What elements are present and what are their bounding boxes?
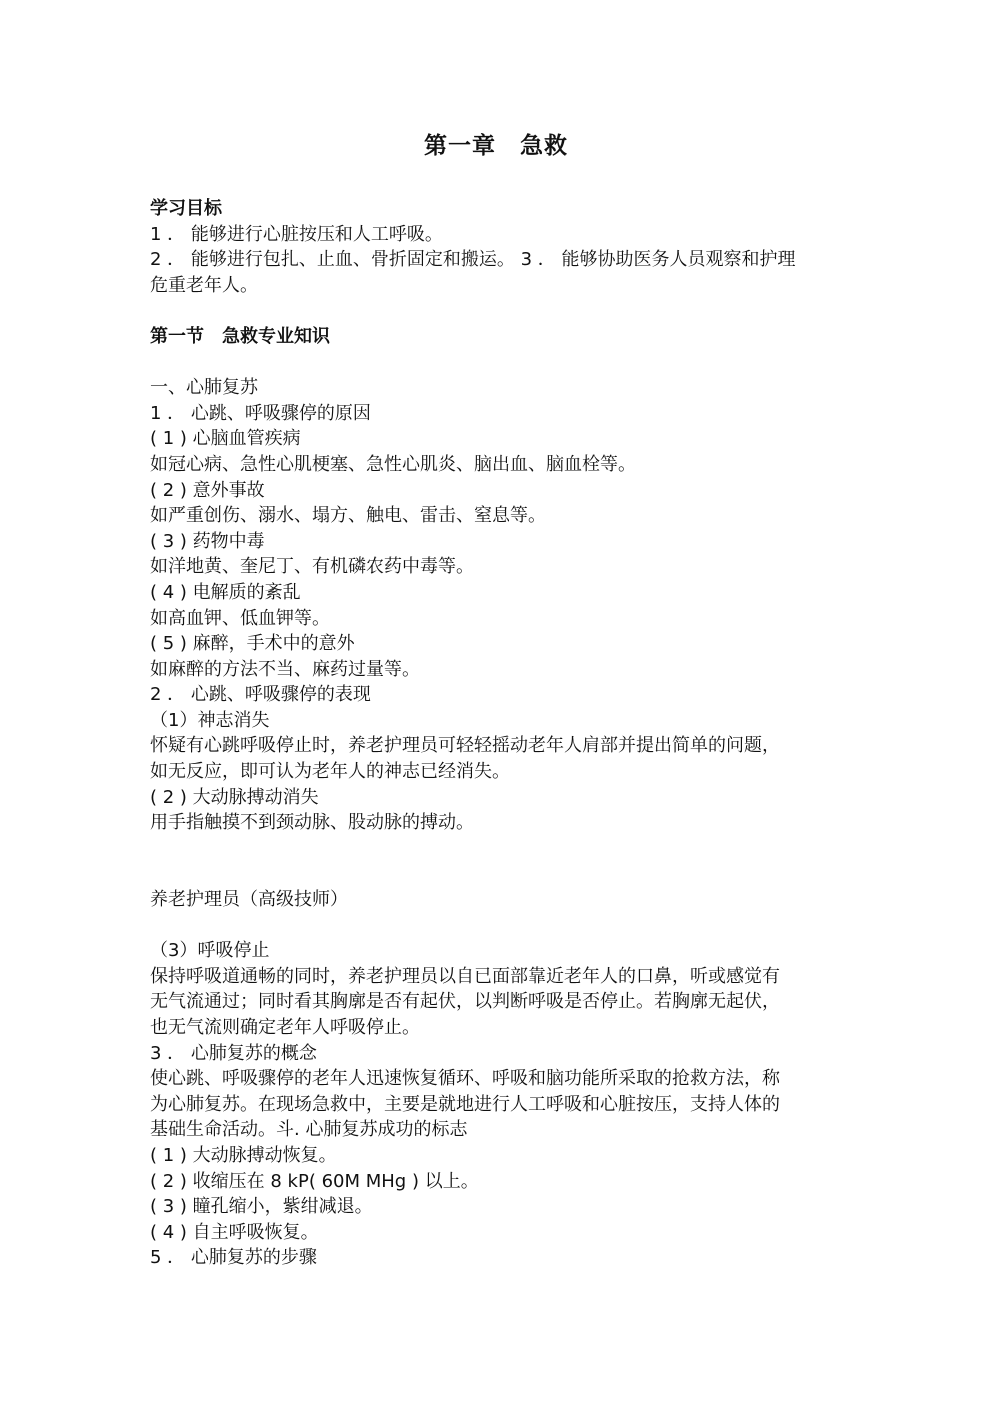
running-header: 养老护理员（高级技师）: [150, 889, 348, 911]
body-text: [150, 196, 850, 1271]
text-line: ( 3 ) 瞳孔缩小，紫绀减退。: [150, 1196, 373, 1218]
text-line: 使心跳、呼吸骤停的老年人迅速恢复循环、呼吸和脑功能所采取的抢救方法，称: [150, 1068, 780, 1090]
text-line: 保持呼吸道通畅的同时，养老护理员以自已面部靠近老年人的口鼻，听或感觉有: [150, 965, 780, 987]
text-line: 基础生命活动。斗. 心肺复苏成功的标志: [150, 1119, 468, 1141]
text-line: 用手指触摸不到颈动脉、股动脉的搏动。: [150, 812, 474, 834]
text-line: ( 5 ) 麻醉，手术中的意外: [150, 633, 355, 655]
text-line: 2 ． 心跳、呼吸骤停的表现: [150, 684, 371, 706]
text-line: ( 2 ) 收缩压在 8 kP( 60M MHg ) 以上。: [150, 1170, 479, 1192]
text-line: （3）呼吸停止: [150, 940, 270, 962]
text-line: 如严重创伤、溺水、塌方、触电、雷击、窒息等。: [150, 505, 546, 527]
section-heading: 第一节 急救专业知识: [150, 325, 330, 347]
text-line: ( 2 ) 大动脉搏动消失: [150, 786, 319, 808]
text-line: 1 ． 心跳、呼吸骤停的原因: [150, 402, 371, 424]
text-line: ( 4 ) 自主呼吸恢复。: [150, 1221, 319, 1243]
text-line: 无气流通过；同时看其胸廓是否有起伏，以判断呼吸是否停止。若胸廓无起伏，: [150, 991, 780, 1013]
goal-line: 危重老年人。: [150, 274, 258, 296]
text-line: ( 2 ) 意外事故: [150, 479, 265, 501]
text-line: 5 ． 心肺复苏的步骤: [150, 1247, 317, 1269]
text-line: 如麻醉的方法不当、麻药过量等。: [150, 658, 420, 680]
text-line: 如无反应，即可认为老年人的神志已经消失。: [150, 761, 510, 783]
chapter-title: 第一章 急救: [424, 133, 568, 159]
text-line: 也无气流则确定老年人呼吸停止。: [150, 1017, 420, 1038]
learning-goals-heading: 学习目标: [150, 198, 222, 219]
text-line: 一、心肺复苏: [150, 377, 258, 399]
text-line: 3 ． 心肺复苏的概念: [150, 1042, 317, 1064]
text-line: 为心肺复苏。在现场急救中，主要是就地进行人工呼吸和心脏按压，支持人体的: [150, 1093, 780, 1115]
text-line: 如洋地黄、奎尼丁、有机磷农药中毒等。: [150, 556, 474, 578]
text-line: ( 1 ) 大动脉搏动恢复。: [150, 1144, 337, 1166]
text-line: ( 4 ) 电解质的紊乱: [150, 581, 301, 603]
text-line: 如冠心病、急性心肌梗塞、急性心肌炎、脑出血、脑血栓等。: [150, 453, 636, 475]
text-line: 怀疑有心跳呼吸停止时，养老护理员可轻轻摇动老年人肩部并提出简单的问题，: [150, 735, 780, 757]
goal-line: 2 ． 能够进行包扎、止血、骨折固定和搬运。 3 ． 能够协助医务人员观察和护理: [150, 249, 796, 271]
text-line: ( 1 ) 心脑血管疾病: [150, 428, 301, 450]
text-line: 如高血钾、低血钾等。: [150, 607, 330, 629]
text-line: ( 3 ) 药物中毒: [150, 530, 265, 552]
goal-line: 1 ． 能够进行心脏按压和人工呼吸。: [150, 223, 443, 245]
text-line: （1）神志消失: [150, 709, 270, 731]
